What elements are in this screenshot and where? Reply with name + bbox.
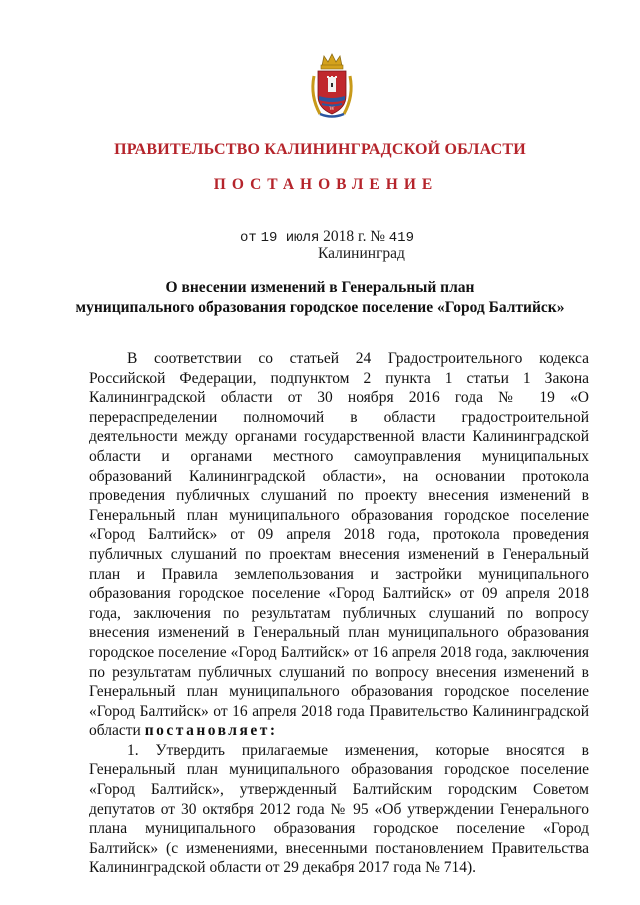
document-type-heading: ПОСТАНОВЛЕНИЕ xyxy=(213,176,439,193)
organization-heading: ПРАВИТЕЛЬСТВО КАЛИНИНГРАДСКОЙ ОБЛАСТИ xyxy=(114,141,526,158)
date-year: 2018 г. xyxy=(323,228,367,245)
title-line-2: муниципального образования городское поселение «Город Балтийск» xyxy=(75,299,565,316)
number-sign: № xyxy=(370,228,386,245)
kaliningrad-coat-of-arms-icon xyxy=(308,52,356,120)
svg-text:W: W xyxy=(329,106,335,112)
document-body xyxy=(89,349,589,878)
decree-word: постановляет: xyxy=(144,722,278,740)
title-line-1: О внесении изменений в Генеральный план xyxy=(165,279,475,296)
preamble-text: В соответствии со статьей 24 Градостроительного кодекса Российской Федерации, подпунктом 2 пункта 1 статьи 1 Закона Калининградской области от 30 ноября 2016 года № 19 «О перераспределении полномочий в области градостроительной деятельности между органами государственной власти Калининградской области и органами местного самоуправления муниципальных образований Калининградской области», на основании протокола проведения публичных слушаний по проекту внесения изменений в Генеральный план муниципального образования городское поселение «Город Балтийск» от 09 апреля 2018 года, протокола проведения публичных слушаний по проектам внесения изменений в Генеральный план и Правила землепользования и застройки муниципального образования городское поселение «Город Балтийск» от 09 апреля 2018 года, заключения по результатам публичных слушаний по вопросу внесения изменений в Генеральный план муниципального образования городское поселение «Город Балтийск» от 16 апреля 2018 года, заключения по результатам публичных слушаний по вопросу внесения изменений в Генеральный план муниципального образования городское поселение «Город Балтийск» от 16 апреля 2018 года Правительство Калининградской области xyxy=(89,350,589,740)
document-date-number xyxy=(240,228,414,246)
preamble-paragraph xyxy=(89,349,589,741)
document-title xyxy=(0,278,640,318)
item-1-paragraph: 1. Утвердить прилагаемые изменения, которые вносятся в Генеральный план муниципального образования городское поселение «Город Балтийск», утвержденный Балтийским городским Советом депутатов от 30 октября 2012 года № 95 «Об утверждении Генерального плана муниципального образования городское поселение «Город Балтийск» (с изменениями, внесенными постановлением Правительства Калининградской области от 29 декабря 2017 года № 714). xyxy=(89,741,589,877)
document-city: Калининград xyxy=(318,245,405,262)
document-number: 419 xyxy=(388,230,414,246)
date-day-month: 19 июля xyxy=(260,230,320,246)
date-prefix: от xyxy=(240,230,257,246)
